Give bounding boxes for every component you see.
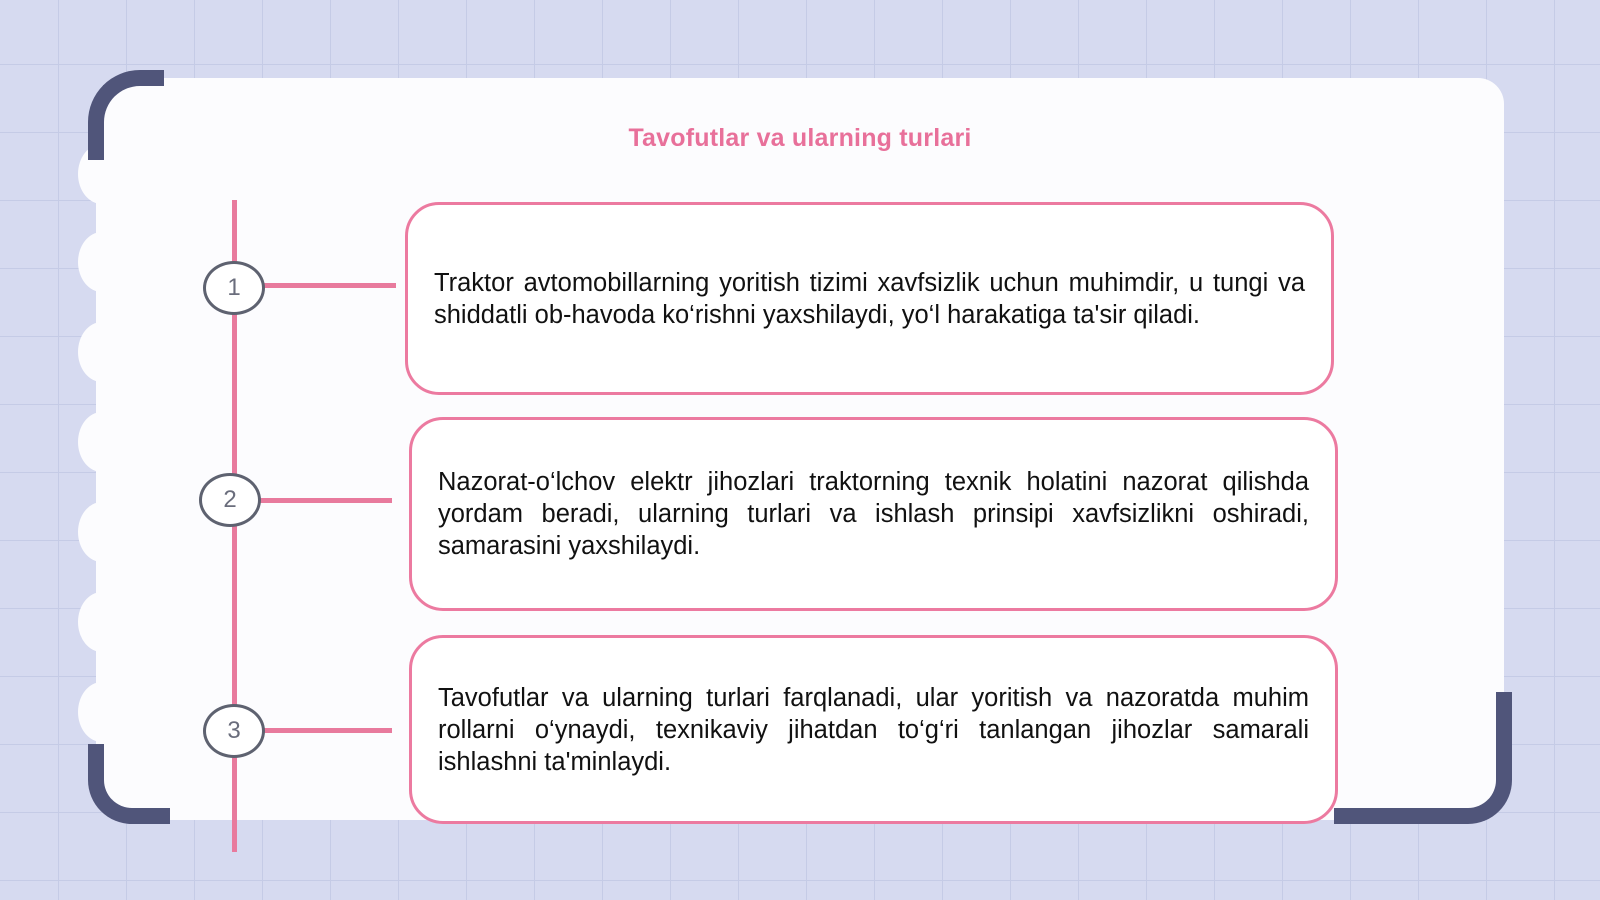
- timeline-connector: [262, 283, 396, 288]
- corner-bracket-bottom-right: [1334, 692, 1512, 824]
- step-box-2: [409, 417, 1338, 611]
- card-scallop: [78, 322, 126, 382]
- card-scallop: [78, 592, 126, 652]
- step-text-2: Nazorat-o‘lchov elektr jihozlari traktorning texnik holatini nazorat qilishda yordam beradi, ularning turlari va ishlash prinsipi xavfsizlikni oshiradi, samarasini yaxshilaydi.: [438, 468, 1309, 560]
- timeline-connector: [262, 728, 392, 733]
- timeline-connector: [258, 498, 392, 503]
- step-number-2: 2: [199, 473, 261, 527]
- step-text-3: Tavofutlar va ularning turlari farqlanadi, ular yoritish va nazoratda muhim rollarni o‘ynaydi, texnikaviy jihatdan to‘g‘ri tanlangan jihozlar samarali ishlashni ta'minlaydi.: [438, 683, 1309, 776]
- card-scallop: [78, 682, 126, 742]
- card-scallop: [78, 412, 126, 472]
- step-box-3: [409, 635, 1338, 824]
- step-text-1: Traktor avtomobillarning yoritish tizimi xavfsizlik uchun muhimdir, u tungi va shiddatli ob-havoda ko‘rishni yaxshilaydi, yo‘l harakatiga ta'sir qiladi.: [434, 268, 1305, 329]
- step-box-1: [405, 202, 1334, 395]
- corner-bracket-bottom-left: [88, 744, 170, 824]
- step-number-1: 1: [203, 261, 265, 315]
- card-scallop: [78, 232, 126, 292]
- slide-title: Tavofutlar va ularning turlari: [628, 124, 972, 152]
- card-scallop: [78, 502, 126, 562]
- step-number-3: 3: [203, 704, 265, 758]
